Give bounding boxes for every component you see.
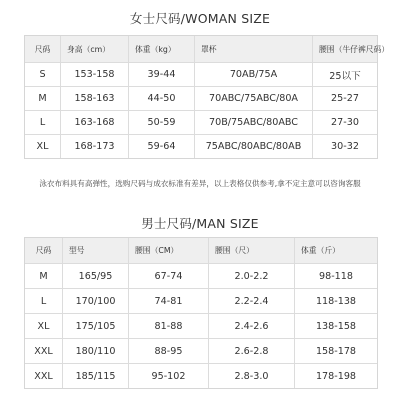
table-cell: 75ABC/80ABC/80AB	[195, 135, 313, 158]
table-cell: 25-27	[313, 87, 377, 111]
table-cell: 168-173	[61, 135, 129, 158]
table-header-row	[25, 36, 377, 63]
table-cell: 153-158	[61, 63, 129, 87]
table-cell: 2.2-2.4	[209, 289, 295, 314]
table-cell: 178-198	[295, 364, 377, 388]
table-cell: 81-88	[129, 314, 209, 339]
table-row	[25, 135, 377, 158]
header-cell: 腰围（牛仔裤尺码）	[313, 36, 377, 63]
table-cell: XXL	[25, 339, 63, 364]
table-cell: 2.6-2.8	[209, 339, 295, 364]
woman-size-table	[24, 35, 390, 159]
header-cell: 型号	[63, 238, 129, 264]
table-cell: 70ABC/75ABC/80A	[195, 87, 313, 111]
table-cell: XXL	[25, 364, 63, 388]
table-cell: 2.8-3.0	[209, 364, 295, 388]
header-cell: 尺码	[25, 36, 61, 63]
table-cell: 88-95	[129, 339, 209, 364]
table-cell: 70B/75ABC/80ABC	[195, 111, 313, 135]
table-cell: 2.0-2.2	[209, 264, 295, 289]
header-cell: 体重（kg）	[129, 36, 195, 63]
table-cell: 118-138	[295, 289, 377, 314]
table-row	[25, 264, 377, 289]
table-cell: 98-118	[295, 264, 377, 289]
woman-size-title: 女士尺码/WOMAN SIZE	[129, 11, 271, 26]
table-row	[25, 111, 377, 135]
table-cell: 25以下	[313, 63, 377, 87]
table-cell: M	[25, 87, 61, 111]
table-cell: 180/110	[63, 339, 129, 364]
table-row	[25, 314, 377, 339]
table-cell: 39-44	[129, 63, 195, 87]
table-cell: XL	[25, 135, 61, 158]
man-size-table	[24, 237, 378, 389]
table-cell: 27-30	[313, 111, 377, 135]
table-row	[25, 339, 377, 364]
table-cell: 67-74	[129, 264, 209, 289]
table-cell: 170/100	[63, 289, 129, 314]
table-cell: 30-32	[313, 135, 377, 158]
header-cell: 身高（cm）	[61, 36, 129, 63]
size-note: 泳衣布料具有高弹性，选购尺码与成衣标准有差异，以上表格仅供参考,拿不定主意可以咨询客服	[39, 179, 361, 188]
table-row	[25, 364, 377, 388]
header-cell: 尺码	[25, 238, 63, 264]
table-row	[25, 87, 377, 111]
table-cell: 50-59	[129, 111, 195, 135]
table-cell: 165/95	[63, 264, 129, 289]
header-cell: 体重（斤）	[295, 238, 377, 264]
table-cell: 2.4-2.6	[209, 314, 295, 339]
table-header-row	[25, 238, 377, 264]
table-row	[25, 289, 377, 314]
table-cell: 70AB/75A	[195, 63, 313, 87]
table-cell: 95-102	[129, 364, 209, 388]
table-cell: L	[25, 111, 61, 135]
table-cell: L	[25, 289, 63, 314]
header-cell: 腰围（CM）	[129, 238, 209, 264]
table-cell: 158-163	[61, 87, 129, 111]
man-size-title: 男士尺码/MAN SIZE	[141, 216, 259, 231]
table-cell: 158-178	[295, 339, 377, 364]
table-cell: 138-158	[295, 314, 377, 339]
table-cell: 74-81	[129, 289, 209, 314]
header-cell: 腰围（尺）	[209, 238, 295, 264]
table-cell: S	[25, 63, 61, 87]
table-cell: XL	[25, 314, 63, 339]
table-cell: 163-168	[61, 111, 129, 135]
table-cell: 175/105	[63, 314, 129, 339]
table-cell: 59-64	[129, 135, 195, 158]
table-row	[25, 63, 377, 87]
table-cell: 44-50	[129, 87, 195, 111]
table-cell: 185/115	[63, 364, 129, 388]
header-cell: 罩杯	[195, 36, 313, 63]
table-cell: M	[25, 264, 63, 289]
